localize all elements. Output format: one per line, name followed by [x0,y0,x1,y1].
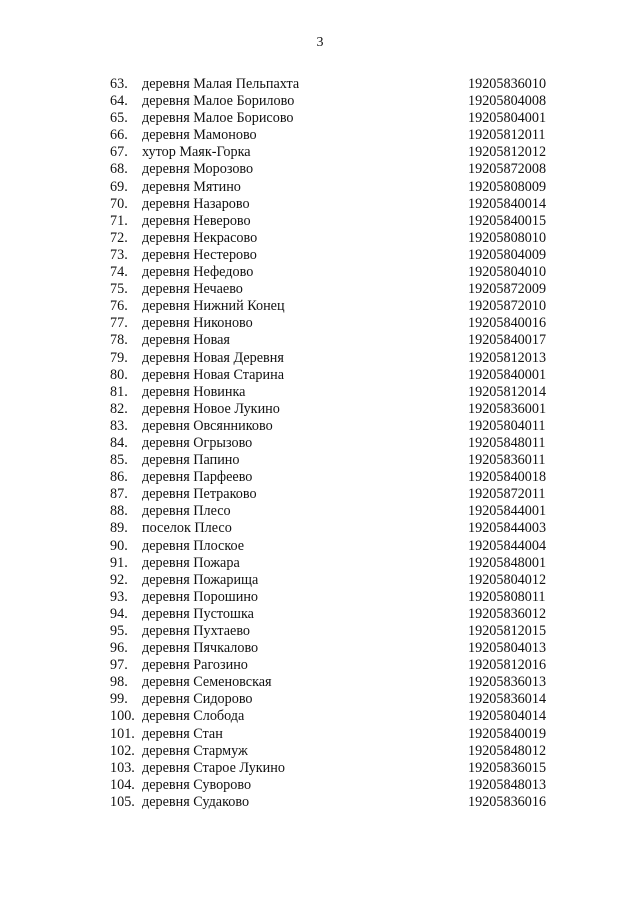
list-item [0,401,640,418]
settlement-name: деревня Малое Борисово [142,110,294,127]
settlement-name: деревня Плесо [142,503,231,520]
settlement-name: деревня Плоское [142,537,245,554]
settlement-name: хутор Маяк-Горка [142,144,251,161]
oktmo-code: 19205808009 [468,178,547,195]
oktmo-code: 19205844004 [468,537,547,554]
list-item [0,350,640,367]
settlement-name: деревня Пячкалово [142,640,259,657]
list-item [0,520,640,537]
list-item [0,657,640,674]
item-number: 97. [110,657,128,674]
oktmo-code: 19205840017 [468,332,547,349]
item-number: 63. [110,76,128,92]
item-number: 98. [110,674,128,691]
item-number: 87. [110,486,128,503]
item-number: 81. [110,383,128,400]
oktmo-code: 19205848011 [468,434,546,451]
list-item [0,264,640,281]
list-item [0,418,640,435]
item-number: 103. [110,759,135,776]
oktmo-code: 19205840001 [468,366,547,383]
item-number: 88. [110,503,128,520]
list-item [0,144,640,161]
list-item [0,606,640,623]
settlement-name: деревня Назарово [142,195,250,212]
item-number: 68. [110,161,128,178]
settlement-name: деревня Нестерово [142,246,257,263]
list-item [0,298,640,315]
item-number: 94. [110,605,128,622]
list-item [0,161,640,178]
oktmo-code: 19205804013 [468,640,547,657]
item-number: 96. [110,640,128,657]
oktmo-code: 19205812013 [468,349,547,366]
settlement-name: деревня Новое Лукино [142,400,280,417]
oktmo-code: 19205812015 [468,623,547,639]
settlement-name: деревня Стан [142,725,223,742]
item-number: 84. [110,434,128,451]
list-item [0,93,640,110]
item-number: 69. [110,178,128,195]
settlement-list [0,76,640,811]
settlement-name: деревня Пустошка [142,605,254,622]
list-item [0,332,640,349]
settlement-name: деревня Малое Борилово [142,93,295,110]
settlement-name: деревня Нечаево [142,281,243,298]
settlement-name: деревня Мамоново [142,127,257,144]
oktmo-code: 19205836010 [468,76,547,92]
oktmo-code: 19205836013 [468,674,547,691]
list-item [0,367,640,384]
oktmo-code: 19205872008 [468,161,547,178]
oktmo-code: 19205804012 [468,571,547,588]
item-number: 77. [110,315,128,332]
item-number: 86. [110,469,128,486]
oktmo-code: 19205844003 [468,520,547,537]
list-item [0,435,640,452]
oktmo-code: 19205848013 [468,776,547,793]
item-number: 72. [110,229,128,246]
settlement-name: деревня Малая Пельпахта [142,76,300,92]
oktmo-code: 19205840019 [468,725,547,742]
settlement-name: деревня Новая Старина [142,366,285,383]
oktmo-code: 19205804009 [468,246,547,263]
list-item [0,794,640,811]
item-number: 89. [110,520,128,537]
oktmo-code: 19205836015 [468,759,547,776]
list-item [0,110,640,127]
oktmo-code: 19205840018 [468,469,547,486]
list-item [0,589,640,606]
list-item [0,640,640,657]
item-number: 70. [110,195,128,212]
settlement-name: деревня Новая Деревня [142,349,284,366]
item-number: 74. [110,264,128,281]
settlement-name: деревня Нефедово [142,264,254,281]
settlement-name: деревня Морозово [142,161,254,178]
oktmo-code: 19205840015 [468,212,547,229]
settlement-name: деревня Пухтаево [142,623,251,639]
item-number: 93. [110,588,128,605]
item-number: 104. [110,776,135,793]
settlement-name: деревня Стармуж [142,742,248,759]
list-item [0,743,640,760]
list-item [0,452,640,469]
oktmo-code: 19205808010 [468,229,547,246]
settlement-name: деревня Новая [142,332,230,349]
oktmo-code: 19205836012 [468,605,547,622]
oktmo-code: 19205812016 [468,657,547,674]
settlement-name: деревня Некрасово [142,229,258,246]
item-number: 65. [110,110,128,127]
oktmo-code: 19205840014 [468,195,547,212]
oktmo-code: 19205836016 [468,793,547,810]
oktmo-code: 19205804011 [468,417,546,434]
oktmo-code: 19205848012 [468,742,547,759]
oktmo-code: 19205812011 [468,127,546,144]
settlement-name: деревня Суворово [142,776,252,793]
settlement-name: деревня Пожарища [142,571,259,588]
list-item [0,127,640,144]
item-number: 100. [110,708,135,725]
list-item [0,777,640,794]
item-number: 95. [110,623,128,639]
settlement-name: деревня Судаково [142,793,250,810]
list-item [0,213,640,230]
list-item [0,315,640,332]
item-number: 105. [110,793,135,810]
oktmo-code: 19205872009 [468,281,547,298]
item-number: 99. [110,691,128,708]
item-number: 71. [110,212,128,229]
item-number: 79. [110,349,128,366]
list-item [0,691,640,708]
item-number: 78. [110,332,128,349]
oktmo-code: 19205812014 [468,383,547,400]
item-number: 85. [110,452,128,469]
item-number: 90. [110,537,128,554]
item-number: 101. [110,725,135,742]
item-number: 76. [110,298,128,315]
list-item [0,503,640,520]
item-number: 80. [110,366,128,383]
oktmo-code: 19205848001 [468,554,547,571]
item-number: 67. [110,144,128,161]
list-item [0,538,640,555]
item-number: 92. [110,571,128,588]
list-item [0,196,640,213]
item-number: 66. [110,127,128,144]
oktmo-code: 19205804001 [468,110,547,127]
settlement-name: деревня Петраково [142,486,257,503]
settlement-name: деревня Порошино [142,588,259,605]
oktmo-code: 19205836001 [468,400,547,417]
item-number: 82. [110,400,128,417]
settlement-name: деревня Никоново [142,315,253,332]
settlement-name: деревня Огрызово [142,434,253,451]
settlement-name: деревня Новинка [142,383,246,400]
item-number: 73. [110,246,128,263]
settlement-name: деревня Нижний Конец [142,298,285,315]
oktmo-code: 19205804010 [468,264,547,281]
settlement-name: деревня Слобода [142,708,245,725]
list-item [0,726,640,743]
oktmo-code: 19205804008 [468,93,547,110]
settlement-name: деревня Мятино [142,178,241,195]
item-number: 64. [110,93,128,110]
oktmo-code: 19205872010 [468,298,547,315]
settlement-name: деревня Семеновская [142,674,272,691]
settlement-name: деревня Пожара [142,554,240,571]
settlement-name: деревня Папино [142,452,240,469]
oktmo-code: 19205836014 [468,691,547,708]
list-item [0,469,640,486]
page-number: 3 [316,35,324,50]
oktmo-code: 19205836011 [468,452,546,469]
list-item [0,572,640,589]
oktmo-code: 19205808011 [468,588,546,605]
list-item [0,247,640,264]
list-item [0,384,640,401]
list-item [0,708,640,725]
item-number: 91. [110,554,128,571]
item-number: 102. [110,742,135,759]
settlement-name: деревня Парфеево [142,469,253,486]
oktmo-code: 19205804014 [468,708,547,725]
list-item [0,486,640,503]
list-item [0,281,640,298]
settlement-name: деревня Рагозино [142,657,248,674]
list-item [0,760,640,777]
item-number: 75. [110,281,128,298]
oktmo-code: 19205812012 [468,144,547,161]
list-item [0,230,640,247]
settlement-name: деревня Неверово [142,212,251,229]
list-item [0,555,640,572]
list-item [0,179,640,196]
item-number: 83. [110,417,128,434]
settlement-name: деревня Старое Лукино [142,759,285,776]
oktmo-code: 19205872011 [468,486,546,503]
settlement-name: деревня Сидорово [142,691,253,708]
list-item [0,674,640,691]
settlement-name: деревня Овсянниково [142,417,273,434]
oktmo-code: 19205844001 [468,503,547,520]
settlement-name: поселок Плесо [142,520,232,537]
list-item [0,623,640,640]
list-item [0,76,640,93]
oktmo-code: 19205840016 [468,315,547,332]
